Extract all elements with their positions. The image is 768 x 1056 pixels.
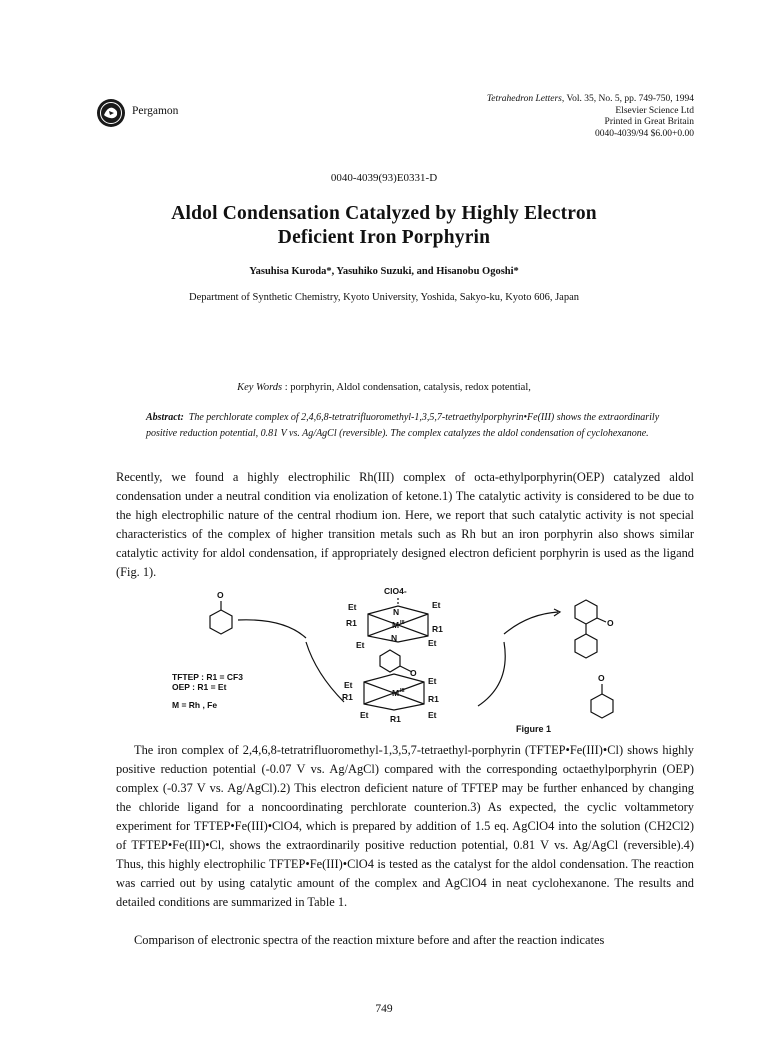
arrow-arc-left-bottom — [306, 642, 344, 702]
keywords-label: Key Words — [237, 382, 283, 393]
o-label-middle: O — [410, 668, 417, 678]
n-label-2: N — [391, 633, 398, 643]
keywords — [0, 382, 768, 393]
r1-label-3: R1 — [342, 692, 353, 702]
r1-label-5: R1 — [390, 714, 401, 724]
authors: Yasuhisa Kuroda*, Yasuhiko Suzuki, and Hisanobu Ogoshi* — [249, 266, 519, 277]
cyclohexanone-left — [210, 610, 232, 634]
abstract — [146, 410, 690, 442]
et-label-7: Et — [360, 710, 369, 720]
o-label-left: O — [217, 590, 224, 600]
figure-1 — [166, 584, 640, 736]
cyclohexanone-right — [591, 694, 613, 718]
pergamon-logo-icon — [96, 98, 126, 128]
paragraph-1: Recently, we found a highly electrophilic Rh(III) complex of octa-ethylporphyrin(OEP) catalyzed aldol condensation under a neutral condition via enolization of ketone.1) The catalytic activity is considered to be due to the high electrophilic nature of the central rhodium ion. Here, we report that such catalytic activity is not special characteristics of the complex of higher transition metals such as Rh but an iron porphyrin also shows similar catalytic activity for aldol condensation, if appropriately designed electron deficient porphyrin is used as the ligand (Fig. 1). — [116, 470, 694, 579]
clo4-label: ClO4- — [384, 586, 407, 596]
journal-line-2: Printed in Great Britain — [604, 117, 694, 127]
metal-label-bottom: M — [392, 688, 400, 698]
doi: 0040-4039(93)E0331-D — [330, 172, 438, 184]
journal-info — [487, 94, 694, 140]
et-label-3: Et — [356, 640, 365, 650]
et-label-6: Et — [428, 676, 437, 686]
article-title — [0, 202, 768, 250]
arrow-arc-right-top — [504, 612, 558, 634]
legend-oep: OEP : R1 = Et — [172, 682, 227, 692]
r1-label-4: R1 — [428, 694, 439, 704]
keywords-text: : porphyrin, Aldol condensation, catalysis, redox potential, — [282, 382, 531, 393]
abstract-label: Abstract: — [146, 412, 184, 423]
legend-tftep: TFTEP : R1 = CF3 — [172, 672, 243, 682]
abstract-text: The perchlorate complex of 2,4,6,8-tetratrifluoromethyl-1,3,5,7-tetraethylporphyrin•Fe(III) shows the extraordinarily positive reduction potential, 0.81 V vs. Ag/AgCl (reversible). The complex catalyzes the aldol condensation of cyclohexanone. — [146, 412, 660, 439]
page-number: 749 — [375, 1003, 393, 1015]
o-label-right-bottom: O — [598, 673, 605, 683]
journal-details: , Vol. 35, No. 5, pp. 749-750, 1994 — [561, 94, 694, 104]
journal-line-1: Elsevier Science Ltd — [615, 105, 694, 116]
et-label-1: Et — [348, 602, 357, 612]
r1-label-2: R1 — [432, 624, 443, 634]
journal-name: Tetrahedron Letters — [486, 94, 562, 104]
journal-line-3: 0040-4039/94 $6.00+0.00 — [594, 128, 694, 139]
aldol-product-top-ring — [575, 600, 597, 624]
et-label-4: Et — [428, 638, 437, 648]
n-label-1: N — [393, 607, 400, 617]
figure-caption: Figure 1 — [516, 724, 552, 734]
o-label-right-top: O — [607, 618, 614, 628]
paragraph-2: The iron complex of 2,4,6,8-tetratrifluoromethyl-1,3,5,7-tetraethyl-porphyrin (TFTEP•Fe(III)•Cl) shows highly positive reduction potential (-0.07 V vs. Ag/AgCl) compared with the corresponding octaethylporphyrin (OEP) complex (-0.37 V vs. Ag/AgCl).2) This electron deficient nature of TFTEP may be further enhanced by changing the chloride ligand for a noncoordinating perchlorate counterion.3) As expected, the cyclic voltammetory experiment for TFTEP•Fe(III)•ClO4, which is prepared by addition of 1.5 eq. AgClO4 into the solution (CH2Cl2) of TFTEP•Fe(III)•Cl, shows the extraordinarily positive reduction potential, 0.81 V vs. Ag/AgCl (reversible).4) Thus, this highly electrophilic TFTEP•Fe(III)•ClO4 is tested as the catalyst for the aldol condensation. The reaction was carried out by using catalytic amount of the complex and AgClO4 in neat cyclohexanone. The results and detailed conditions are summarized in Table 1. — [116, 743, 694, 909]
arrow-arc-left-top — [238, 620, 306, 638]
title-line-2: Deficient Iron Porphyrin — [277, 227, 491, 248]
metal-sup-top: III — [400, 620, 405, 626]
metal-sup-bottom: III — [400, 688, 405, 694]
journal-citation — [487, 94, 694, 106]
r1-label-1: R1 — [346, 618, 357, 628]
et-label-5: Et — [344, 680, 353, 690]
title-line-1: Aldol Condensation Catalyzed by Highly Electron — [171, 203, 597, 224]
et-label-8: Et — [428, 710, 437, 720]
cyclohexanone-middle — [380, 650, 400, 672]
et-label-2: Et — [432, 600, 441, 610]
affiliation: Department of Synthetic Chemistry, Kyoto University, Yoshida, Sakyo-ku, Kyoto 606, Japan — [188, 292, 580, 303]
paragraph-3: Comparison of electronic spectra of the reaction mixture before and after the reaction indicates — [134, 933, 605, 947]
aldol-product-bottom-ring — [575, 634, 597, 658]
publisher-name: Pergamon — [132, 105, 179, 117]
metal-label-top: M — [392, 620, 400, 630]
arrow-arc-right-bottom — [478, 642, 505, 706]
legend-metal: M = Rh , Fe — [172, 700, 218, 710]
